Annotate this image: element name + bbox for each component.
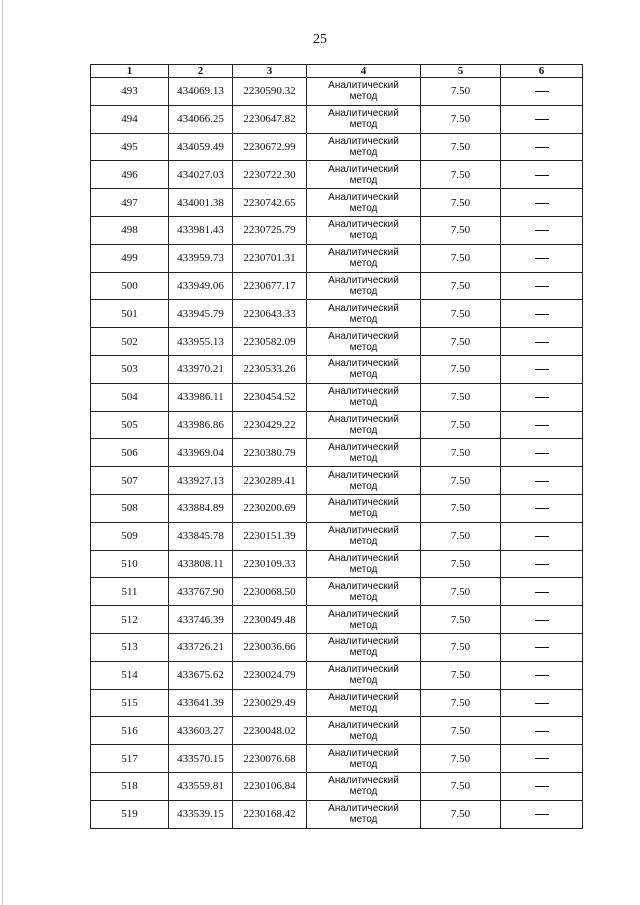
y-coordinate-cell: 2230643.33 <box>233 300 307 328</box>
coordinates-table <box>90 64 583 829</box>
accuracy-cell: 7.50 <box>421 494 501 522</box>
method-line-2: метод <box>349 814 378 826</box>
method-line-1: Аналитический <box>328 497 399 509</box>
method-cell <box>307 133 421 161</box>
point-number-cell: 501 <box>91 300 169 328</box>
note-dash <box>535 453 549 454</box>
method-line-1: Аналитический <box>328 386 399 398</box>
point-number-cell: 496 <box>91 161 169 189</box>
point-number-cell: 505 <box>91 411 169 439</box>
method-line-1: Аналитический <box>328 219 399 231</box>
method-line-1: Аналитический <box>328 608 399 620</box>
method-line-2: метод <box>349 285 378 297</box>
method-cell <box>307 467 421 495</box>
y-coordinate-cell: 2230647.82 <box>233 105 307 133</box>
x-coordinate-cell: 434059.49 <box>169 133 233 161</box>
note-dash <box>535 814 549 815</box>
note-cell <box>501 105 583 133</box>
method-cell <box>307 105 421 133</box>
note-dash <box>535 592 549 593</box>
point-number-cell: 494 <box>91 105 169 133</box>
x-coordinate-cell: 433949.06 <box>169 272 233 300</box>
note-dash <box>535 91 549 92</box>
table-header <box>91 65 583 78</box>
note-dash <box>535 758 549 759</box>
table-row <box>91 578 583 606</box>
method-cell <box>307 244 421 272</box>
note-cell <box>501 355 583 383</box>
method-cell <box>307 550 421 578</box>
method-cell <box>307 606 421 634</box>
note-dash <box>535 786 549 787</box>
table-row <box>91 800 583 828</box>
table-row <box>91 661 583 689</box>
method-line-1: Аналитический <box>328 469 399 481</box>
method-line-2: метод <box>349 369 378 381</box>
header-col-1: 1 <box>91 65 169 78</box>
accuracy-cell: 7.50 <box>421 244 501 272</box>
method-line-2: метод <box>349 452 378 464</box>
note-cell <box>501 78 583 106</box>
note-cell <box>501 216 583 244</box>
note-cell <box>501 244 583 272</box>
note-cell <box>501 272 583 300</box>
method-cell <box>307 300 421 328</box>
method-line-1: Аналитический <box>328 580 399 592</box>
note-dash <box>535 425 549 426</box>
note-dash <box>535 258 549 259</box>
method-line-1: Аналитический <box>328 108 399 120</box>
note-dash <box>535 647 549 648</box>
note-dash <box>535 397 549 398</box>
point-number-cell: 498 <box>91 216 169 244</box>
point-number-cell: 515 <box>91 689 169 717</box>
accuracy-cell: 7.50 <box>421 633 501 661</box>
method-line-2: метод <box>349 563 378 575</box>
method-line-2: метод <box>349 397 378 409</box>
note-dash <box>535 314 549 315</box>
table-row <box>91 606 583 634</box>
x-coordinate-cell: 433970.21 <box>169 355 233 383</box>
method-line-1: Аналитический <box>328 775 399 787</box>
method-cell <box>307 717 421 745</box>
method-line-2: метод <box>349 786 378 798</box>
accuracy-cell: 7.50 <box>421 189 501 217</box>
point-number-cell: 508 <box>91 494 169 522</box>
note-cell <box>501 633 583 661</box>
method-cell <box>307 522 421 550</box>
accuracy-cell: 7.50 <box>421 272 501 300</box>
method-cell <box>307 633 421 661</box>
header-col-5: 5 <box>421 65 501 78</box>
note-cell <box>501 494 583 522</box>
method-cell <box>307 411 421 439</box>
x-coordinate-cell: 433539.15 <box>169 800 233 828</box>
accuracy-cell: 7.50 <box>421 328 501 356</box>
x-coordinate-cell: 433559.81 <box>169 772 233 800</box>
y-coordinate-cell: 2230725.79 <box>233 216 307 244</box>
table-row <box>91 772 583 800</box>
x-coordinate-cell: 434066.25 <box>169 105 233 133</box>
table-row <box>91 328 583 356</box>
header-row <box>91 65 583 78</box>
point-number-cell: 510 <box>91 550 169 578</box>
note-cell <box>501 578 583 606</box>
method-line-1: Аналитический <box>328 413 399 425</box>
x-coordinate-cell: 433927.13 <box>169 467 233 495</box>
accuracy-cell: 7.50 <box>421 216 501 244</box>
method-line-2: метод <box>349 675 378 687</box>
point-number-cell: 500 <box>91 272 169 300</box>
method-line-2: метод <box>349 508 378 520</box>
point-number-cell: 495 <box>91 133 169 161</box>
point-number-cell: 507 <box>91 467 169 495</box>
method-line-2: метод <box>349 91 378 103</box>
note-dash <box>535 620 549 621</box>
note-cell <box>501 717 583 745</box>
method-line-1: Аналитический <box>328 636 399 648</box>
y-coordinate-cell: 2230677.17 <box>233 272 307 300</box>
method-line-2: метод <box>349 230 378 242</box>
method-line-1: Аналитический <box>328 80 399 92</box>
x-coordinate-cell: 433675.62 <box>169 661 233 689</box>
method-line-2: метод <box>349 536 378 548</box>
note-cell <box>501 745 583 773</box>
note-cell <box>501 300 583 328</box>
method-line-2: метод <box>349 146 378 158</box>
method-line-2: метод <box>349 619 378 631</box>
note-dash <box>535 203 549 204</box>
table-row <box>91 105 583 133</box>
method-cell <box>307 689 421 717</box>
method-line-2: метод <box>349 758 378 770</box>
y-coordinate-cell: 2230076.68 <box>233 745 307 773</box>
method-cell <box>307 772 421 800</box>
accuracy-cell: 7.50 <box>421 745 501 773</box>
note-cell <box>501 661 583 689</box>
method-cell <box>307 439 421 467</box>
table-row <box>91 689 583 717</box>
x-coordinate-cell: 434027.03 <box>169 161 233 189</box>
method-cell <box>307 494 421 522</box>
note-cell <box>501 772 583 800</box>
table-row <box>91 355 583 383</box>
accuracy-cell: 7.50 <box>421 578 501 606</box>
x-coordinate-cell: 433767.90 <box>169 578 233 606</box>
x-coordinate-cell: 433884.89 <box>169 494 233 522</box>
table-row <box>91 550 583 578</box>
table-row <box>91 161 583 189</box>
method-cell <box>307 161 421 189</box>
x-coordinate-cell: 433986.11 <box>169 383 233 411</box>
method-line-1: Аналитический <box>328 358 399 370</box>
point-number-cell: 516 <box>91 717 169 745</box>
method-line-1: Аналитический <box>328 302 399 314</box>
x-coordinate-cell: 433641.39 <box>169 689 233 717</box>
header-col-6: 6 <box>501 65 583 78</box>
accuracy-cell: 7.50 <box>421 522 501 550</box>
note-cell <box>501 689 583 717</box>
method-line-2: метод <box>349 702 378 714</box>
y-coordinate-cell: 2230742.65 <box>233 189 307 217</box>
point-number-cell: 519 <box>91 800 169 828</box>
method-line-1: Аналитический <box>328 552 399 564</box>
y-coordinate-cell: 2230049.48 <box>233 606 307 634</box>
method-line-1: Аналитический <box>328 163 399 175</box>
method-line-1: Аналитический <box>328 441 399 453</box>
y-coordinate-cell: 2230109.33 <box>233 550 307 578</box>
point-number-cell: 517 <box>91 745 169 773</box>
header-col-3: 3 <box>233 65 307 78</box>
accuracy-cell: 7.50 <box>421 661 501 689</box>
y-coordinate-cell: 2230582.09 <box>233 328 307 356</box>
accuracy-cell: 7.50 <box>421 161 501 189</box>
accuracy-cell: 7.50 <box>421 383 501 411</box>
y-coordinate-cell: 2230454.52 <box>233 383 307 411</box>
point-number-cell: 512 <box>91 606 169 634</box>
accuracy-cell: 7.50 <box>421 300 501 328</box>
method-line-1: Аналитический <box>328 525 399 537</box>
note-dash <box>535 369 549 370</box>
method-cell <box>307 272 421 300</box>
header-col-2: 2 <box>169 65 233 78</box>
point-number-cell: 504 <box>91 383 169 411</box>
point-number-cell: 502 <box>91 328 169 356</box>
y-coordinate-cell: 2230722.30 <box>233 161 307 189</box>
table-row <box>91 467 583 495</box>
note-cell <box>501 800 583 828</box>
point-number-cell: 506 <box>91 439 169 467</box>
method-line-2: метод <box>349 647 378 659</box>
x-coordinate-cell: 433959.73 <box>169 244 233 272</box>
method-line-1: Аналитический <box>328 719 399 731</box>
y-coordinate-cell: 2230590.32 <box>233 78 307 106</box>
note-dash <box>535 564 549 565</box>
method-line-1: Аналитический <box>328 664 399 676</box>
point-number-cell: 509 <box>91 522 169 550</box>
method-line-2: метод <box>349 424 378 436</box>
method-line-1: Аналитический <box>328 803 399 815</box>
accuracy-cell: 7.50 <box>421 439 501 467</box>
accuracy-cell: 7.50 <box>421 800 501 828</box>
table-row <box>91 189 583 217</box>
method-line-1: Аналитический <box>328 747 399 759</box>
method-cell <box>307 189 421 217</box>
method-line-2: метод <box>349 258 378 270</box>
x-coordinate-cell: 433726.21 <box>169 633 233 661</box>
method-line-1: Аналитический <box>328 330 399 342</box>
note-dash <box>535 731 549 732</box>
y-coordinate-cell: 2230701.31 <box>233 244 307 272</box>
table-row <box>91 522 583 550</box>
note-cell <box>501 161 583 189</box>
method-cell <box>307 661 421 689</box>
method-cell <box>307 578 421 606</box>
y-coordinate-cell: 2230151.39 <box>233 522 307 550</box>
method-line-1: Аналитический <box>328 191 399 203</box>
x-coordinate-cell: 433845.78 <box>169 522 233 550</box>
method-line-1: Аналитический <box>328 274 399 286</box>
method-line-2: метод <box>349 313 378 325</box>
table-row <box>91 383 583 411</box>
note-cell <box>501 606 583 634</box>
method-line-2: метод <box>349 480 378 492</box>
accuracy-cell: 7.50 <box>421 78 501 106</box>
note-dash <box>535 175 549 176</box>
x-coordinate-cell: 433746.39 <box>169 606 233 634</box>
method-cell <box>307 745 421 773</box>
table-row <box>91 133 583 161</box>
y-coordinate-cell: 2230289.41 <box>233 467 307 495</box>
method-line-2: метод <box>349 202 378 214</box>
note-cell <box>501 383 583 411</box>
y-coordinate-cell: 2230036.66 <box>233 633 307 661</box>
table-row <box>91 439 583 467</box>
note-cell <box>501 439 583 467</box>
table-row <box>91 745 583 773</box>
point-number-cell: 503 <box>91 355 169 383</box>
y-coordinate-cell: 2230380.79 <box>233 439 307 467</box>
table-row <box>91 272 583 300</box>
x-coordinate-cell: 433969.04 <box>169 439 233 467</box>
method-line-1: Аналитический <box>328 691 399 703</box>
note-cell <box>501 522 583 550</box>
y-coordinate-cell: 2230048.02 <box>233 717 307 745</box>
x-coordinate-cell: 434001.38 <box>169 189 233 217</box>
note-dash <box>535 286 549 287</box>
x-coordinate-cell: 433955.13 <box>169 328 233 356</box>
page-edge-line <box>2 0 3 905</box>
y-coordinate-cell: 2230429.22 <box>233 411 307 439</box>
method-cell <box>307 328 421 356</box>
accuracy-cell: 7.50 <box>421 550 501 578</box>
accuracy-cell: 7.50 <box>421 133 501 161</box>
x-coordinate-cell: 433981.43 <box>169 216 233 244</box>
note-dash <box>535 703 549 704</box>
point-number-cell: 499 <box>91 244 169 272</box>
y-coordinate-cell: 2230672.99 <box>233 133 307 161</box>
method-line-2: метод <box>349 591 378 603</box>
point-number-cell: 511 <box>91 578 169 606</box>
y-coordinate-cell: 2230106.84 <box>233 772 307 800</box>
method-line-2: метод <box>349 174 378 186</box>
y-coordinate-cell: 2230024.79 <box>233 661 307 689</box>
accuracy-cell: 7.50 <box>421 689 501 717</box>
note-cell <box>501 133 583 161</box>
table-row <box>91 300 583 328</box>
note-cell <box>501 411 583 439</box>
point-number-cell: 514 <box>91 661 169 689</box>
table-row <box>91 494 583 522</box>
method-cell <box>307 78 421 106</box>
table-row <box>91 633 583 661</box>
method-cell <box>307 800 421 828</box>
accuracy-cell: 7.50 <box>421 717 501 745</box>
accuracy-cell: 7.50 <box>421 467 501 495</box>
x-coordinate-cell: 434069.13 <box>169 78 233 106</box>
note-dash <box>535 147 549 148</box>
method-cell <box>307 383 421 411</box>
method-line-1: Аналитический <box>328 247 399 259</box>
method-cell <box>307 355 421 383</box>
y-coordinate-cell: 2230168.42 <box>233 800 307 828</box>
note-cell <box>501 467 583 495</box>
note-dash <box>535 536 549 537</box>
x-coordinate-cell: 433986.86 <box>169 411 233 439</box>
table-row <box>91 244 583 272</box>
note-dash <box>535 119 549 120</box>
accuracy-cell: 7.50 <box>421 411 501 439</box>
header-col-4: 4 <box>307 65 421 78</box>
point-number-cell: 497 <box>91 189 169 217</box>
accuracy-cell: 7.50 <box>421 105 501 133</box>
x-coordinate-cell: 433808.11 <box>169 550 233 578</box>
table-body <box>91 78 583 829</box>
y-coordinate-cell: 2230533.26 <box>233 355 307 383</box>
y-coordinate-cell: 2230068.50 <box>233 578 307 606</box>
method-cell <box>307 216 421 244</box>
point-number-cell: 513 <box>91 633 169 661</box>
method-line-1: Аналитический <box>328 135 399 147</box>
note-dash <box>535 342 549 343</box>
page-number: 25 <box>313 32 327 47</box>
accuracy-cell: 7.50 <box>421 606 501 634</box>
x-coordinate-cell: 433945.79 <box>169 300 233 328</box>
note-dash <box>535 508 549 509</box>
point-number-cell: 493 <box>91 78 169 106</box>
note-dash <box>535 675 549 676</box>
method-line-2: метод <box>349 341 378 353</box>
x-coordinate-cell: 433570.15 <box>169 745 233 773</box>
note-dash <box>535 481 549 482</box>
accuracy-cell: 7.50 <box>421 772 501 800</box>
method-line-2: метод <box>349 119 378 131</box>
x-coordinate-cell: 433603.27 <box>169 717 233 745</box>
method-line-2: метод <box>349 730 378 742</box>
note-cell <box>501 328 583 356</box>
y-coordinate-cell: 2230200.69 <box>233 494 307 522</box>
accuracy-cell: 7.50 <box>421 355 501 383</box>
point-number-cell: 518 <box>91 772 169 800</box>
table-row <box>91 411 583 439</box>
table-row <box>91 717 583 745</box>
table-row <box>91 78 583 106</box>
note-cell <box>501 550 583 578</box>
note-dash <box>535 230 549 231</box>
y-coordinate-cell: 2230029.49 <box>233 689 307 717</box>
note-cell <box>501 189 583 217</box>
table-row <box>91 216 583 244</box>
